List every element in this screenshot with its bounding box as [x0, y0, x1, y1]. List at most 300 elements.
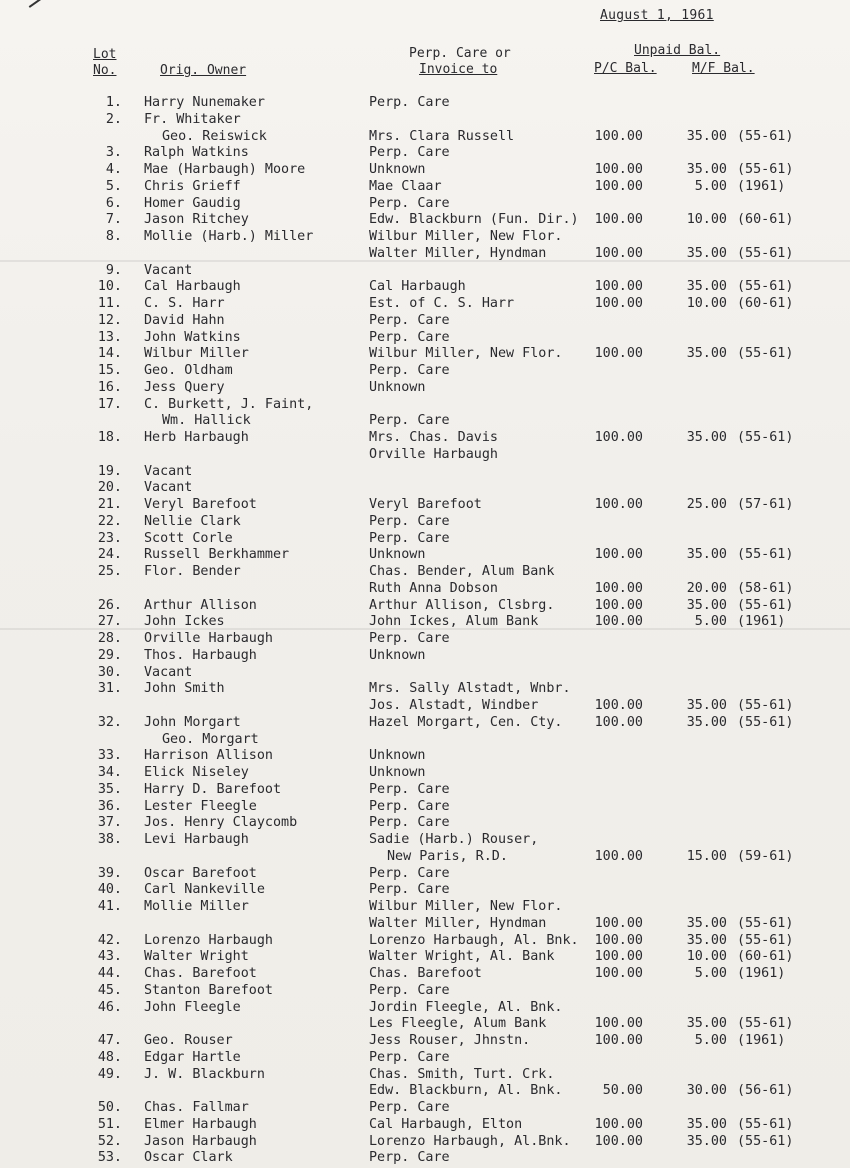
- invoice-to: Perp. Care: [369, 514, 450, 529]
- original-owner: Oscar Clark: [144, 1150, 233, 1165]
- table-row: [0, 1082, 850, 1099]
- pc-balance: 100.00: [594, 1134, 643, 1149]
- original-owner: Jason Ritchey: [144, 212, 249, 227]
- original-owner: Lester Fleegle: [144, 799, 257, 814]
- invoice-to: Lorenzo Harbaugh, Al. Bnk.: [369, 933, 579, 948]
- original-owner: Wm. Hallick: [162, 413, 251, 428]
- lot-number: 5.: [105, 179, 122, 194]
- table-row: [0, 982, 850, 999]
- original-owner: C. Burkett, J. Faint,: [144, 397, 314, 412]
- original-owner: Vacant: [144, 263, 193, 278]
- table-row: [0, 915, 850, 932]
- mf-years: (55-61): [737, 916, 794, 931]
- pc-balance: 100.00: [594, 246, 643, 261]
- mf-balance: 35.00: [686, 715, 727, 730]
- invoice-to: Veryl Barefoot: [369, 497, 482, 512]
- mf-balance: 20.00: [686, 581, 727, 596]
- pc-balance: 100.00: [594, 129, 643, 144]
- lot-number: 25.: [97, 564, 122, 579]
- invoice-to: Orville Harbaugh: [369, 447, 498, 462]
- invoice-to: Perp. Care: [369, 363, 450, 378]
- table-row: [0, 814, 850, 831]
- mf-balance: 10.00: [686, 296, 727, 311]
- mf-years: (55-61): [737, 279, 794, 294]
- original-owner: Thos. Harbaugh: [144, 648, 257, 663]
- original-owner: Veryl Barefoot: [144, 497, 257, 512]
- original-owner: Scott Corle: [144, 531, 233, 546]
- invoice-to: Edw. Blackburn (Fun. Dir.): [369, 212, 579, 227]
- pc-balance: 100.00: [594, 296, 643, 311]
- original-owner: Wilbur Miller: [144, 346, 249, 361]
- mf-years: (56-61): [737, 1083, 794, 1098]
- original-owner: Flor. Bender: [144, 564, 241, 579]
- original-owner: Harrison Allison: [144, 748, 273, 763]
- pc-balance: 100.00: [594, 933, 643, 948]
- pc-balance: 100.00: [594, 497, 643, 512]
- mf-years: (55-61): [737, 129, 794, 144]
- invoice-to: Unknown: [369, 162, 426, 177]
- table-row: [0, 747, 850, 764]
- original-owner: Chas. Fallmar: [144, 1100, 249, 1115]
- invoice-to: Chas. Barefoot: [369, 966, 482, 981]
- invoice-to: Unknown: [369, 648, 426, 663]
- pc-balance: 100.00: [594, 949, 643, 964]
- table-row: [0, 613, 850, 630]
- original-owner: Vacant: [144, 464, 193, 479]
- invoice-to: Perp. Care: [369, 145, 450, 160]
- pc-balance: 100.00: [594, 614, 643, 629]
- lot-number: 30.: [97, 665, 122, 680]
- mf-years: (60-61): [737, 296, 794, 311]
- original-owner: David Hahn: [144, 313, 225, 328]
- lot-number: 7.: [105, 212, 122, 227]
- invoice-to: Perp. Care: [369, 1150, 450, 1165]
- original-owner: Levi Harbaugh: [144, 832, 249, 847]
- table-row: [0, 178, 850, 195]
- table-row: [0, 965, 850, 982]
- original-owner: Herb Harbaugh: [144, 430, 249, 445]
- mf-years: (57-61): [737, 497, 794, 512]
- table-row: [0, 396, 850, 413]
- invoice-to: Perp. Care: [369, 330, 450, 345]
- mf-years: (55-61): [737, 547, 794, 562]
- table-row: [0, 546, 850, 563]
- invoice-to: Perp. Care: [369, 815, 450, 830]
- lot-number: 24.: [97, 547, 122, 562]
- table-row: [0, 848, 850, 865]
- mf-years: (55-61): [737, 162, 794, 177]
- lot-number: 8.: [105, 229, 122, 244]
- table-row: [0, 1116, 850, 1133]
- lot-number: 39.: [97, 866, 122, 881]
- lot-number: 50.: [97, 1100, 122, 1115]
- invoice-to: Wilbur Miller, New Flor.: [369, 899, 563, 914]
- table-row: [0, 697, 850, 714]
- lot-number: 35.: [97, 782, 122, 797]
- original-owner: Russell Berkhammer: [144, 547, 290, 562]
- original-owner: Jason Harbaugh: [144, 1134, 257, 1149]
- invoice-to: Perp. Care: [369, 1100, 450, 1115]
- header-owner: Orig. Owner: [160, 63, 247, 78]
- mf-balance: 15.00: [686, 849, 727, 864]
- lot-number: 10.: [97, 279, 122, 294]
- invoice-to: Perp. Care: [369, 196, 450, 211]
- original-owner: Nellie Clark: [144, 514, 241, 529]
- table-row: [0, 1015, 850, 1032]
- lot-number: 4.: [105, 162, 122, 177]
- mf-years: (55-61): [737, 933, 794, 948]
- table-row: [0, 463, 850, 480]
- pc-balance: 100.00: [594, 1033, 643, 1048]
- table-row: [0, 597, 850, 614]
- pc-balance: 100.00: [594, 547, 643, 562]
- original-owner: Geo. Rouser: [144, 1033, 233, 1048]
- table-row: [0, 513, 850, 530]
- mf-years: (60-61): [737, 949, 794, 964]
- mf-years: (55-61): [737, 598, 794, 613]
- lot-number: 28.: [97, 631, 122, 646]
- original-owner: J. W. Blackburn: [144, 1067, 265, 1082]
- table-row: [0, 262, 850, 279]
- lot-number: 26.: [97, 598, 122, 613]
- header-invoice-line2: Invoice to: [419, 62, 498, 77]
- mf-balance: 35.00: [686, 129, 727, 144]
- lot-number: 6.: [105, 196, 122, 211]
- invoice-to: Hazel Morgart, Cen. Cty.: [369, 715, 563, 730]
- mf-years: (55-61): [737, 1016, 794, 1031]
- mf-balance: 35.00: [686, 162, 727, 177]
- mf-balance: 5.00: [694, 179, 727, 194]
- lot-number: 43.: [97, 949, 122, 964]
- pc-balance: 100.00: [594, 279, 643, 294]
- lot-number: 36.: [97, 799, 122, 814]
- invoice-to: Chas. Bender, Alum Bank: [369, 564, 555, 579]
- table-row: [0, 1099, 850, 1116]
- header-pc: P/C Bal.: [594, 61, 657, 76]
- pc-balance: 100.00: [594, 715, 643, 730]
- original-owner: Chas. Barefoot: [144, 966, 257, 981]
- table-row: [0, 714, 850, 731]
- mf-balance: 35.00: [686, 1134, 727, 1149]
- mf-balance: 35.00: [686, 430, 727, 445]
- lot-number: 29.: [97, 648, 122, 663]
- mf-balance: 35.00: [686, 547, 727, 562]
- pc-balance: 100.00: [594, 581, 643, 596]
- mf-balance: 5.00: [694, 1033, 727, 1048]
- original-owner: Stanton Barefoot: [144, 983, 273, 998]
- table-row: [0, 948, 850, 965]
- invoice-to: Chas. Smith, Turt. Crk.: [369, 1067, 555, 1082]
- original-owner: John Smith: [144, 681, 225, 696]
- invoice-to: Ruth Anna Dobson: [369, 581, 498, 596]
- lot-number: 14.: [97, 346, 122, 361]
- original-owner: Geo. Oldham: [144, 363, 233, 378]
- mf-years: (55-61): [737, 246, 794, 261]
- mf-balance: 35.00: [686, 916, 727, 931]
- lot-number: 44.: [97, 966, 122, 981]
- lot-number: 17.: [97, 397, 122, 412]
- table-row: [0, 1133, 850, 1150]
- lot-number: 3.: [105, 145, 122, 160]
- lot-number: 49.: [97, 1067, 122, 1082]
- lot-number: 42.: [97, 933, 122, 948]
- original-owner: Cal Harbaugh: [144, 279, 241, 294]
- lot-number: 11.: [97, 296, 122, 311]
- invoice-to: Perp. Care: [369, 95, 450, 110]
- lot-number: 13.: [97, 330, 122, 345]
- original-owner: Lorenzo Harbaugh: [144, 933, 273, 948]
- lot-number: 40.: [97, 882, 122, 897]
- table-row: [0, 1049, 850, 1066]
- mf-years: (1961): [737, 966, 786, 981]
- original-owner: Homer Gaudig: [144, 196, 241, 211]
- table-row: [0, 881, 850, 898]
- mf-years: (59-61): [737, 849, 794, 864]
- lot-number: 20.: [97, 480, 122, 495]
- lot-number: 2.: [105, 112, 122, 127]
- header-invoice: [409, 46, 511, 78]
- table-row: [0, 161, 850, 178]
- original-owner: John Ickes: [144, 614, 225, 629]
- lot-number: 52.: [97, 1134, 122, 1149]
- invoice-to: Mae Claar: [369, 179, 442, 194]
- invoice-to: Lorenzo Harbaugh, Al.Bnk.: [369, 1134, 571, 1149]
- invoice-to: Walter Miller, Hyndman: [369, 246, 547, 261]
- lot-number: 48.: [97, 1050, 122, 1065]
- lot-number: 23.: [97, 531, 122, 546]
- original-owner: Mae (Harbaugh) Moore: [144, 162, 306, 177]
- lot-number: 41.: [97, 899, 122, 914]
- invoice-to: Cal Harbaugh, Elton: [369, 1117, 523, 1132]
- original-owner: Harry Nunemaker: [144, 95, 265, 110]
- table-row: [0, 379, 850, 396]
- invoice-to: Perp. Care: [369, 782, 450, 797]
- table-row: [0, 195, 850, 212]
- pc-balance: 100.00: [594, 598, 643, 613]
- original-owner: Harry D. Barefoot: [144, 782, 282, 797]
- table-row: [0, 312, 850, 329]
- table-row: [0, 446, 850, 463]
- pc-balance: 100.00: [594, 916, 643, 931]
- mf-years: (55-61): [737, 346, 794, 361]
- table-row: [0, 94, 850, 111]
- lot-number: 38.: [97, 832, 122, 847]
- invoice-to: Edw. Blackburn, Al. Bnk.: [369, 1083, 563, 1098]
- invoice-to: Jess Rouser, Jhnstn.: [369, 1033, 531, 1048]
- invoice-to: Cal Harbaugh: [369, 279, 466, 294]
- header-lot-no: [93, 47, 116, 79]
- table-row: [0, 664, 850, 681]
- table-row: [0, 429, 850, 446]
- lot-number: 33.: [97, 748, 122, 763]
- pc-balance: 100.00: [594, 430, 643, 445]
- table-row: [0, 898, 850, 915]
- mf-balance: 5.00: [694, 614, 727, 629]
- table-row: [0, 932, 850, 949]
- table-row: [0, 111, 850, 128]
- original-owner: Arthur Allison: [144, 598, 257, 613]
- original-owner: Elick Niseley: [144, 765, 249, 780]
- mf-balance: 35.00: [686, 598, 727, 613]
- table-row: [0, 1032, 850, 1049]
- invoice-to: Jordin Fleegle, Al. Bnk.: [369, 1000, 563, 1015]
- mf-years: (55-61): [737, 715, 794, 730]
- original-owner: Elmer Harbaugh: [144, 1117, 257, 1132]
- header-mf: M/F Bal.: [692, 61, 755, 76]
- mf-balance: 10.00: [686, 949, 727, 964]
- lot-number: 32.: [97, 715, 122, 730]
- mf-balance: 35.00: [686, 346, 727, 361]
- table-row: [0, 764, 850, 781]
- table-row: [0, 329, 850, 346]
- table-row: [0, 781, 850, 798]
- mf-years: (1961): [737, 614, 786, 629]
- table-row: [0, 680, 850, 697]
- invoice-to: Jos. Alstadt, Windber: [369, 698, 539, 713]
- lot-number: 9.: [105, 263, 122, 278]
- pc-balance: 100.00: [594, 849, 643, 864]
- original-owner: John Morgart: [144, 715, 241, 730]
- original-owner: Chris Grieff: [144, 179, 241, 194]
- lot-number: 45.: [97, 983, 122, 998]
- invoice-to: Perp. Care: [369, 313, 450, 328]
- table-row: [0, 128, 850, 145]
- mf-balance: 35.00: [686, 246, 727, 261]
- table-row: [0, 999, 850, 1016]
- invoice-to: Perp. Care: [369, 631, 450, 646]
- invoice-to: Perp. Care: [369, 983, 450, 998]
- mf-years: (1961): [737, 179, 786, 194]
- mf-balance: 35.00: [686, 698, 727, 713]
- original-owner: Edgar Hartle: [144, 1050, 241, 1065]
- invoice-to: Perp. Care: [369, 799, 450, 814]
- table-row: [0, 245, 850, 262]
- original-owner: Vacant: [144, 665, 193, 680]
- mf-years: (55-61): [737, 698, 794, 713]
- invoice-to: Wilbur Miller, New Flor.: [369, 229, 563, 244]
- pen-mark: [29, 0, 42, 8]
- table-row: [0, 1149, 850, 1166]
- invoice-to: Arthur Allison, Clsbrg.: [369, 598, 555, 613]
- mf-years: (58-61): [737, 581, 794, 596]
- original-owner: Jess Query: [144, 380, 225, 395]
- pc-balance: 100.00: [594, 162, 643, 177]
- invoice-to: Perp. Care: [369, 531, 450, 546]
- table-row: [0, 479, 850, 496]
- mf-years: (1961): [737, 1033, 786, 1048]
- invoice-to: Unknown: [369, 748, 426, 763]
- original-owner: Orville Harbaugh: [144, 631, 273, 646]
- table-row: [0, 731, 850, 748]
- lot-number: 53.: [97, 1150, 122, 1165]
- table-row: [0, 362, 850, 379]
- pc-balance: 100.00: [594, 179, 643, 194]
- original-owner: Walter Wright: [144, 949, 249, 964]
- lot-number: 12.: [97, 313, 122, 328]
- pc-balance: 100.00: [594, 1016, 643, 1031]
- header-lot-line2: No.: [93, 63, 117, 78]
- lot-number: 21.: [97, 497, 122, 512]
- table-row: [0, 345, 850, 362]
- pc-balance: 50.00: [602, 1083, 643, 1098]
- lot-number: 51.: [97, 1117, 122, 1132]
- invoice-to: Perp. Care: [369, 882, 450, 897]
- table-row: [0, 831, 850, 848]
- invoice-to: Mrs. Sally Alstadt, Wnbr.: [369, 681, 571, 696]
- pc-balance: 100.00: [594, 966, 643, 981]
- table-row: [0, 1066, 850, 1083]
- invoice-to: Sadie (Harb.) Rouser,: [369, 832, 539, 847]
- pc-balance: 100.00: [594, 212, 643, 227]
- lot-number: 22.: [97, 514, 122, 529]
- mf-balance: 5.00: [694, 966, 727, 981]
- invoice-to: Mrs. Chas. Davis: [369, 430, 498, 445]
- table-row: [0, 563, 850, 580]
- pc-balance: 100.00: [594, 346, 643, 361]
- table-row: [0, 647, 850, 664]
- invoice-to: Perp. Care: [369, 413, 450, 428]
- original-owner: Jos. Henry Claycomb: [144, 815, 298, 830]
- invoice-to: Walter Wright, Al. Bank: [369, 949, 555, 964]
- invoice-to: New Paris, R.D.: [387, 849, 508, 864]
- invoice-to: Est. of C. S. Harr: [369, 296, 515, 311]
- original-owner: Geo. Reiswick: [162, 129, 267, 144]
- pc-balance: 100.00: [594, 698, 643, 713]
- original-owner: Ralph Watkins: [144, 145, 249, 160]
- mf-balance: 30.00: [686, 1083, 727, 1098]
- lot-number: 18.: [97, 430, 122, 445]
- table-row: [0, 798, 850, 815]
- mf-balance: 35.00: [686, 1016, 727, 1031]
- pc-balance: 100.00: [594, 1117, 643, 1132]
- table-row: [0, 144, 850, 161]
- original-owner: C. S. Harr: [144, 296, 225, 311]
- lot-number: 31.: [97, 681, 122, 696]
- mf-years: (55-61): [737, 430, 794, 445]
- lot-number: 27.: [97, 614, 122, 629]
- mf-years: (60-61): [737, 212, 794, 227]
- table-row: [0, 530, 850, 547]
- invoice-to: Unknown: [369, 380, 426, 395]
- lot-number: 46.: [97, 1000, 122, 1015]
- original-owner: Geo. Morgart: [162, 732, 259, 747]
- table-row: [0, 580, 850, 597]
- invoice-to: Wilbur Miller, New Flor.: [369, 346, 563, 361]
- original-owner: John Watkins: [144, 330, 241, 345]
- table-row: [0, 865, 850, 882]
- mf-balance: 25.00: [686, 497, 727, 512]
- mf-balance: 10.00: [686, 212, 727, 227]
- invoice-to: Unknown: [369, 765, 426, 780]
- invoice-to: Perp. Care: [369, 866, 450, 881]
- original-owner: Carl Nankeville: [144, 882, 265, 897]
- document-date: August 1, 1961: [600, 8, 714, 23]
- table-row: [0, 630, 850, 647]
- table-row: [0, 211, 850, 228]
- invoice-to: Perp. Care: [369, 1050, 450, 1065]
- original-owner: Vacant: [144, 480, 193, 495]
- mf-years: (55-61): [737, 1134, 794, 1149]
- original-owner: Mollie (Harb.) Miller: [144, 229, 314, 244]
- original-owner: Oscar Barefoot: [144, 866, 257, 881]
- invoice-to: John Ickes, Alum Bank: [369, 614, 539, 629]
- mf-years: (55-61): [737, 1117, 794, 1132]
- invoice-to: Walter Miller, Hyndman: [369, 916, 547, 931]
- invoice-to: Mrs. Clara Russell: [369, 129, 515, 144]
- lot-number: 37.: [97, 815, 122, 830]
- original-owner: John Fleegle: [144, 1000, 241, 1015]
- invoice-to: Unknown: [369, 547, 426, 562]
